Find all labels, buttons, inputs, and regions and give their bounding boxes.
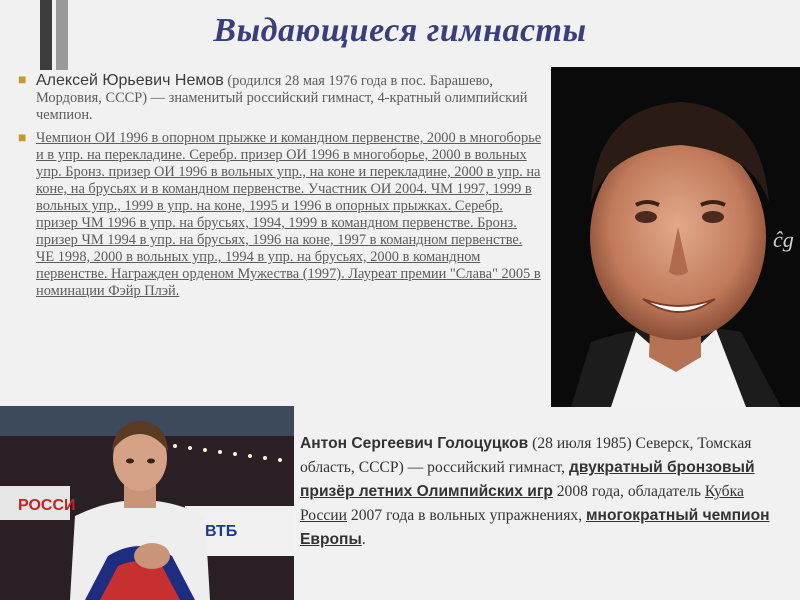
bullet-list [14, 72, 542, 300]
golotsutskov-caption [300, 432, 794, 552]
slide-title: Выдающиеся гимнасты [213, 12, 587, 49]
caption-text-1: (28 июля 1985) Северск, Томская область, СССР) — российский гимнаст, [300, 435, 752, 476]
banner-left-text: РОССИ [18, 497, 76, 514]
bullet-marker-icon: ■ [18, 73, 27, 88]
nemov-bio: (родился 28 мая 1976 года в пос. Барашево, Мордовия, СССР) — знаменитый российский гимнаст, 4-кратный олимпийский чемпион. [36, 73, 528, 123]
svg-text:ĉg: ĉg [773, 227, 794, 252]
caption-text-3: 2007 года в вольных упражнениях, [347, 507, 586, 524]
caption-text-2: 2008 года, обладатель [552, 483, 705, 500]
nemov-achievements-link[interactable]: Чемпион ОИ 1996 в опорном прыжке и командном первенстве, 2000 в многоборье и в упр. на перекладине. Серебр. призер ОИ 1996 в многоборье, 2000 в вольных упр. Бронз. призер ОИ 1996 в вольных упр., на коне и перекладине, 2000 в упр. на коне, на брусьях и в командном первенстве. Участник ОИ 2004. ЧМ 1997, 1999 в вольных упр., 1999 в упр. на коне, 1995 и 1996 в опорных прыжках. Серебр. призер ЧМ 1996 в упр. на брусьях, 1994, 1999 в командном первенстве. Бронз. призер ЧМ 1994 в упр. на брусьях, 1996 на коне, 1997 в командном первенстве. ЧЕ 1998, 2000 в вольных упр., 1994 в упр. на брусьях, 2000 в командном первенстве. Награжден орденом Мужества (1997). Лауреат премии "Слава" 2005 в номинации Фэйр Плэй. [36, 130, 542, 299]
european-champion-link[interactable]: многократный чемпион Европы [300, 507, 770, 548]
olympic-bronze-link[interactable]: двукратный бронзовый призёр летних Олимпийских игр [300, 459, 755, 500]
bullet-nemov-intro [14, 72, 542, 124]
athlete-name-golotsutskov: Антон Сергеевич Голоцуцков [300, 435, 529, 452]
bullet-nemov-achievements [14, 130, 542, 300]
russia-cup-link[interactable]: Кубка России [300, 483, 744, 524]
portrait-golotsutskov-icon [0, 406, 294, 600]
photo-golotsutskov [0, 406, 294, 600]
caption-text-4: . [361, 531, 366, 548]
photo-nemov [551, 67, 800, 407]
banner-right-text: ВТБ [205, 523, 238, 540]
portrait-nemov-icon [551, 67, 800, 407]
athlete-name-nemov: Алексей Юрьевич Немов [36, 72, 224, 89]
bullet-marker-icon: ■ [18, 131, 27, 146]
